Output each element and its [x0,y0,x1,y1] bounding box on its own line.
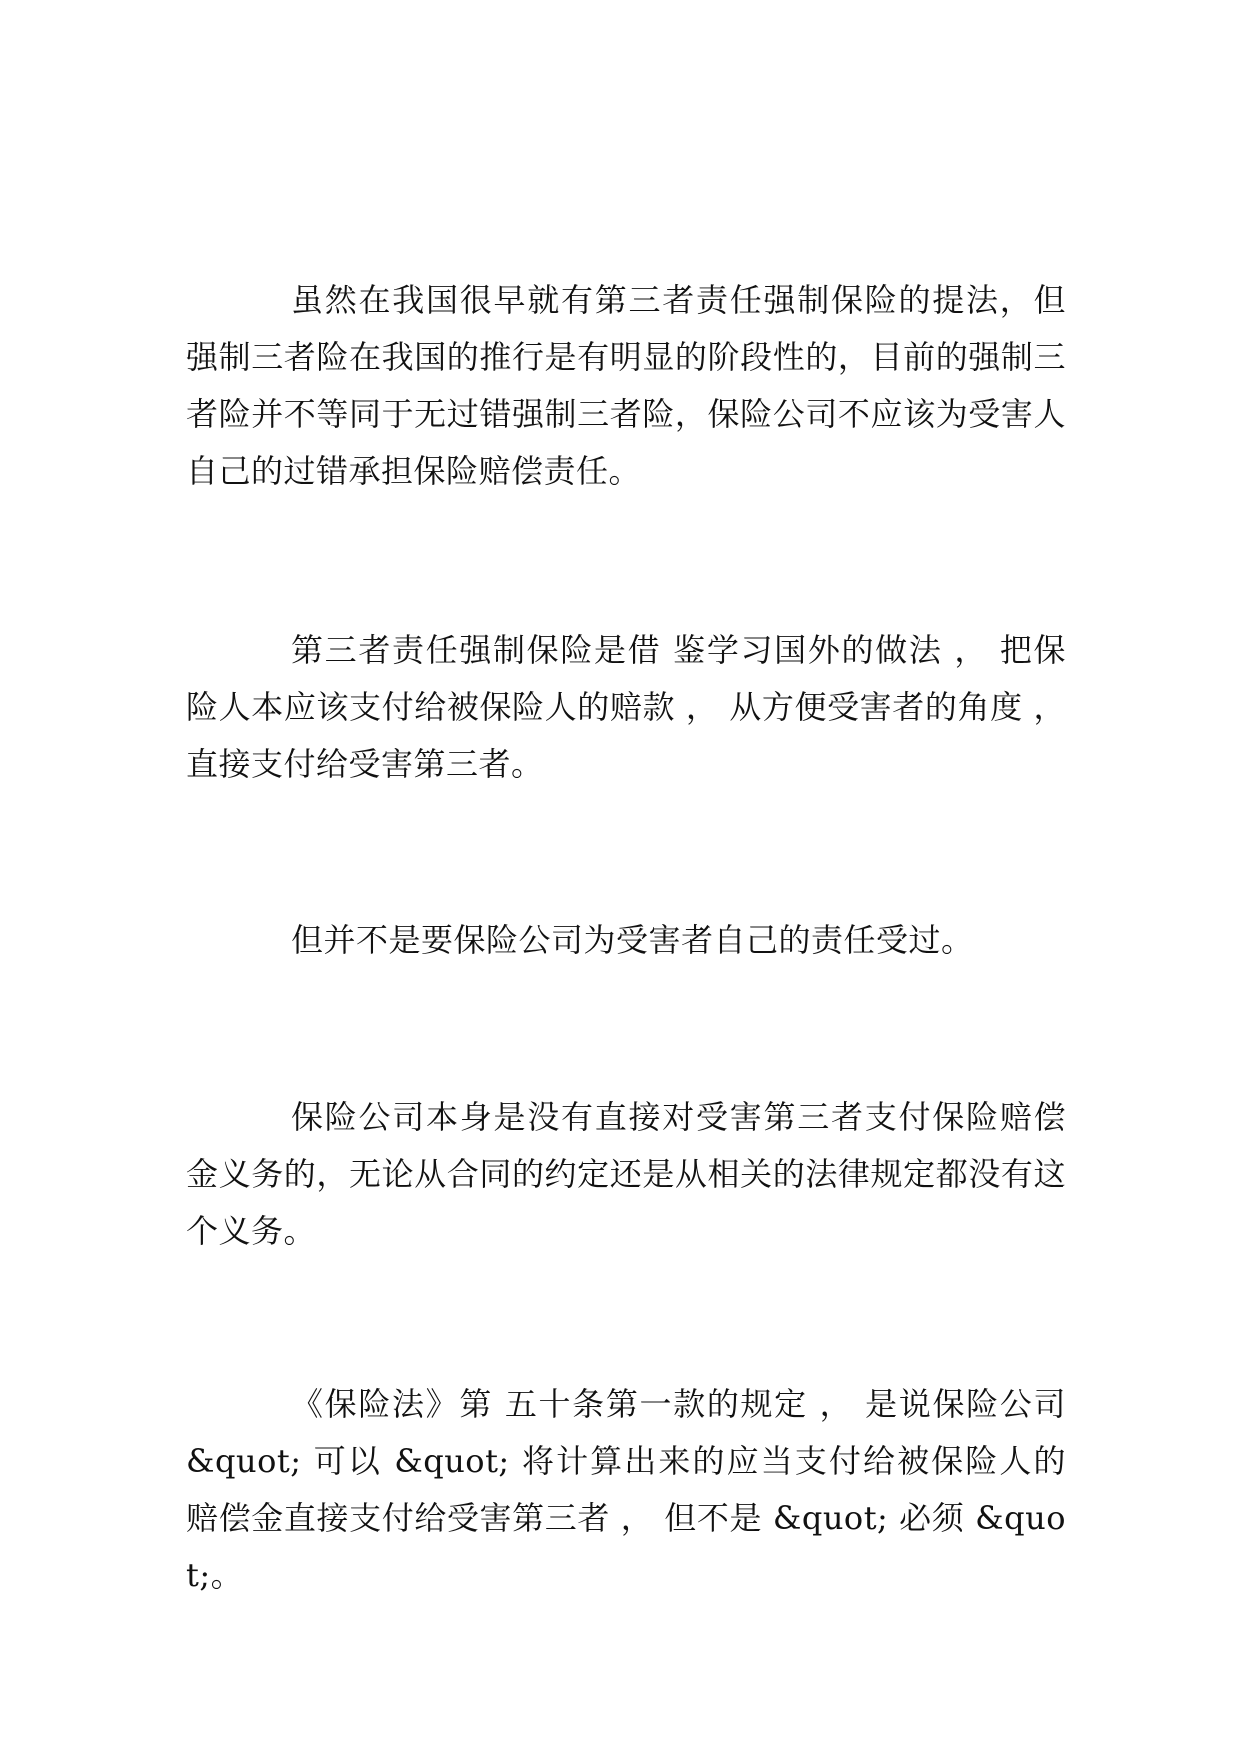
paragraph-5: 《保险法》第 五十条第一款的规定 ， 是说保险公司 &quot; 可以 &quot; 将计算出来的应当支付给被保险人的赔偿金直接支付给受害第三者 ， 但不是 &quot; 必须 &quot;。 [186,1385,1066,1594]
paragraph-2: 第三者责任强制保险是借 鉴学习国外的做法 ， 把保险人本应该支付给被保险人的赔款 ， 从方便受害者的角度 ， 直接支付给受害第三者。 [186,631,1066,783]
paragraph-3: 但并不是要保险公司为受害者自己的责任受过。 [291,921,974,959]
paragraph-4: 保险公司本身是没有直接对受害第三者支付保险赔偿金义务的，无论从合同的约定还是从相关的法律规定都没有这个义务。 [186,1098,1066,1250]
paragraph-1: 虽然在我国很早就有第三者责任强制保险的提法，但强制三者险在我国的推行是有明显的阶段性的，目前的强制三者险并不等同于无过错强制三者险，保险公司不应该为受害人自己的过错承担保险赔偿责任。 [186,281,1066,490]
